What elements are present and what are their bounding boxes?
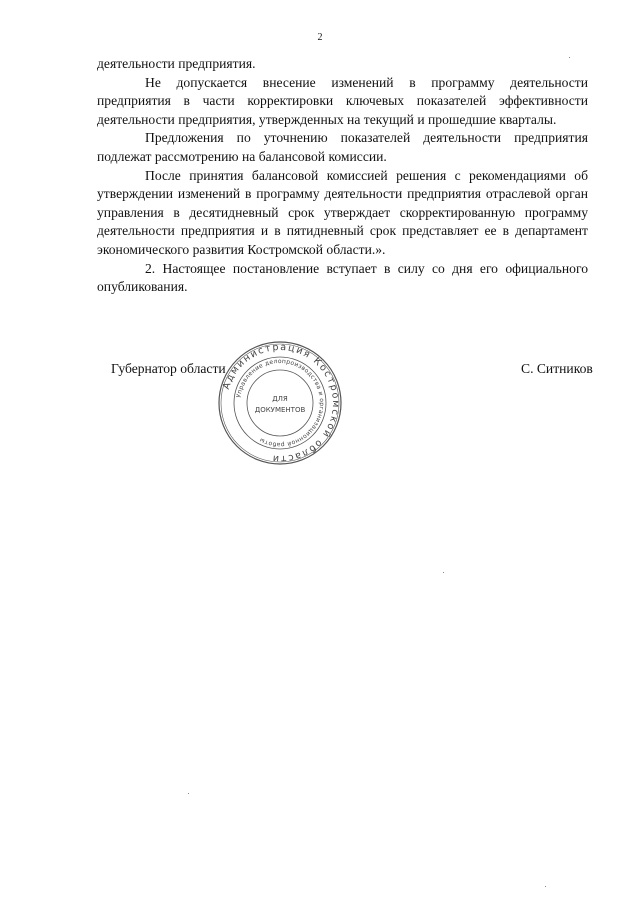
- stamp-outer-text: Администрация Костромской области: [220, 341, 342, 465]
- signer-name: С. Ситников: [521, 361, 593, 376]
- paragraph-no-changes: Не допускается внесение изменений в программу деятельности предприятия в части корректировки ключевых показателей эффективности деятельности предприятия, утвержденных на текущий и прошедшие кварталы.: [97, 74, 588, 127]
- scan-speck: [188, 793, 189, 794]
- paragraph-continuation: деятельности предприятия.: [97, 56, 256, 71]
- paragraph-approval-procedure: После принятия балансовой комиссией решения с рекомендациями об утверждении изменений в программу деятельности предприятия отраслевой орган управления в десятидневный срок утверждает скорректированную программу деятельности предприятия и в пятидневный срок представляет ее в департамент экономического развития Костромской области.».: [97, 167, 588, 257]
- scan-speck: [545, 886, 546, 887]
- scan-speck: [443, 572, 444, 573]
- stamp-inner-text: Управление делопроизводства и организационной работы: [235, 357, 326, 449]
- paragraph-entry-into-force: 2. Настоящее постановление вступает в силу со дня его официального опубликования.: [97, 260, 588, 295]
- paragraph-balance-commission: Предложения по уточнению показателей деятельности предприятия подлежат рассмотрению на балансовой комиссии.: [97, 130, 588, 164]
- svg-text:Управление делопроизводства и: [235, 358, 325, 448]
- page-number: 2: [317, 32, 323, 43]
- signature-block: [0, 341, 640, 465]
- stamp-center-line1: ДЛЯ: [272, 395, 288, 403]
- stamp-center-line2: ДОКУМЕНТОВ: [254, 406, 306, 414]
- document-body: [97, 55, 588, 297]
- official-stamp: [217, 340, 343, 466]
- scan-speck: [569, 57, 570, 58]
- signer-title: Губернатор области: [111, 361, 226, 376]
